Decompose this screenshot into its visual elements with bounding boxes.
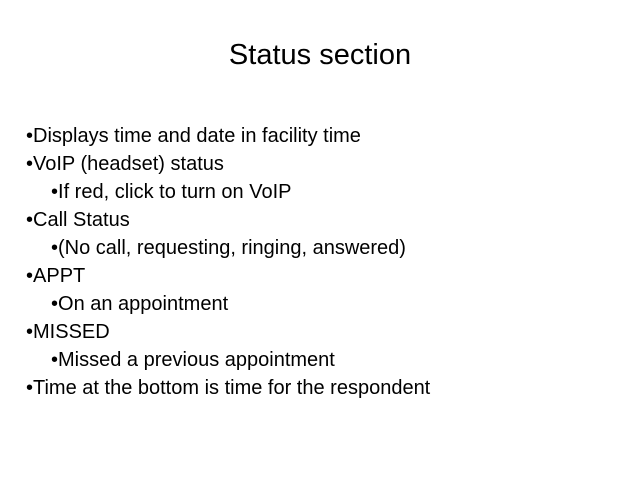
list-item xyxy=(26,178,626,206)
list-item-label: Time at the bottom is time for the respondent xyxy=(33,377,431,399)
list-item-label: (No call, requesting, ringing, answered) xyxy=(58,237,406,259)
list-item-label: MISSED xyxy=(33,321,110,343)
bullet-icon: • xyxy=(51,237,59,259)
bullet-icon: • xyxy=(26,265,34,287)
list-item-label: Missed a previous appointment xyxy=(58,349,335,371)
list-item xyxy=(26,234,626,262)
list-item xyxy=(26,374,626,402)
list-item xyxy=(26,346,626,374)
list-item xyxy=(26,318,626,346)
list-item xyxy=(26,122,626,150)
bullet-icon: • xyxy=(26,209,34,231)
bullet-icon: • xyxy=(26,153,34,175)
bullet-icon: • xyxy=(26,321,34,343)
list-item-label: Call Status xyxy=(33,209,130,231)
bullet-icon: • xyxy=(51,181,59,203)
bullet-icon: • xyxy=(26,125,34,147)
bullet-list xyxy=(26,122,626,402)
list-item-label: On an appointment xyxy=(58,293,229,315)
list-item xyxy=(26,290,626,318)
list-item-label: Displays time and date in facility time xyxy=(33,125,361,147)
list-item xyxy=(26,150,626,178)
bullet-icon: • xyxy=(51,293,59,315)
bullet-icon: • xyxy=(51,349,59,371)
list-item xyxy=(26,206,626,234)
list-item-label: VoIP (headset) status xyxy=(33,153,224,175)
list-item-label: If red, click to turn on VoIP xyxy=(58,181,292,203)
page-title: Status section xyxy=(228,39,412,71)
list-item xyxy=(26,262,626,290)
list-item-label: APPT xyxy=(33,265,86,287)
bullet-icon: • xyxy=(26,377,34,399)
